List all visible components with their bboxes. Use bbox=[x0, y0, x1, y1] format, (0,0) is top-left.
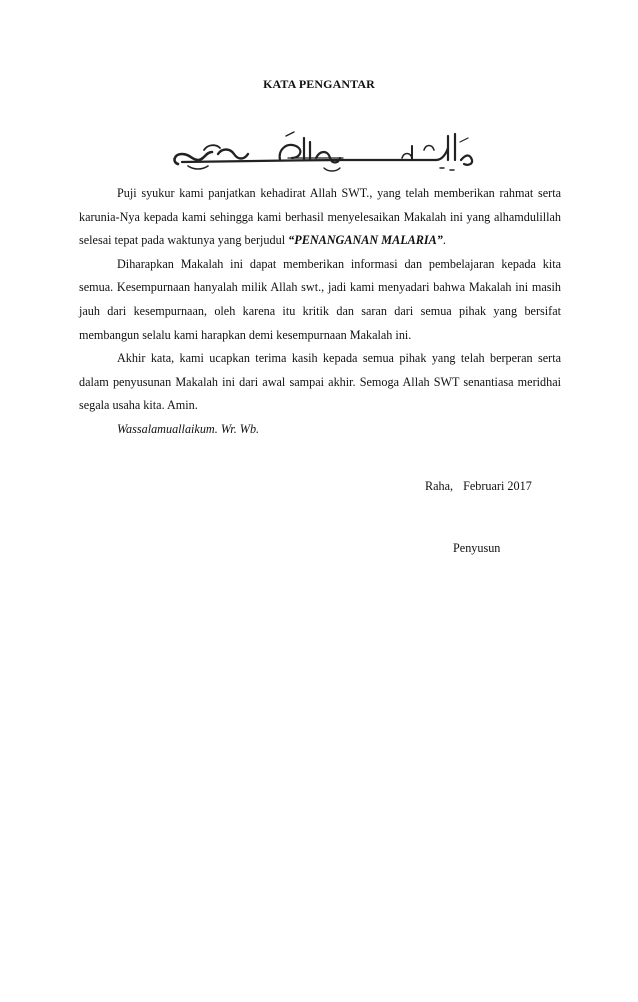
page-title: KATA PENGANTAR bbox=[263, 77, 375, 91]
basmalah-calligraphy-image bbox=[168, 124, 478, 176]
closing-salutation: Wassalamuallaikum. Wr. Wb. bbox=[117, 421, 260, 436]
paragraph-thanks: Akhir kata, kami ucapkan terima kasih kepada semua pihak yang telah berperan serta dalam penyusunan Makalah ini dari awal sampai akhir. Semoga Allah SWT senantiasa meridhai segala usaha kita. Amin. bbox=[79, 351, 561, 413]
paragraph-opening: Puji syukur kami panjatkan kehadirat Allah SWT., yang telah memberikan rahmat serta karunia-Nya kepada kami sehingga kami berhasil menyelesaikan Makalah ini yang alhamdulillah selesai tepat pada waktunya yang berjudul “PENANGANAN MALARIA”. bbox=[79, 186, 561, 248]
makalah-title: “PENANGANAN MALARIA” bbox=[288, 233, 443, 248]
place-date bbox=[425, 479, 532, 494]
paragraph-purpose: Diharapkan Makalah ini dapat memberikan informasi dan pembelajaran kepada kita semua. Kesempurnaan hanyalah milik Allah swt., jadi kami menyadari bahwa Makalah ini masih jauh dari kesempurnaan, oleh karena itu kritik dan saran dari semua pihak yang bersifat membangun selalu kami harapkan demi kesempurnaan Makalah ini. bbox=[79, 256, 561, 342]
place: Raha, bbox=[425, 479, 454, 493]
date: Februari 2017 bbox=[463, 479, 532, 493]
body-text bbox=[79, 182, 561, 442]
author-signature: Penyusun bbox=[453, 541, 501, 555]
